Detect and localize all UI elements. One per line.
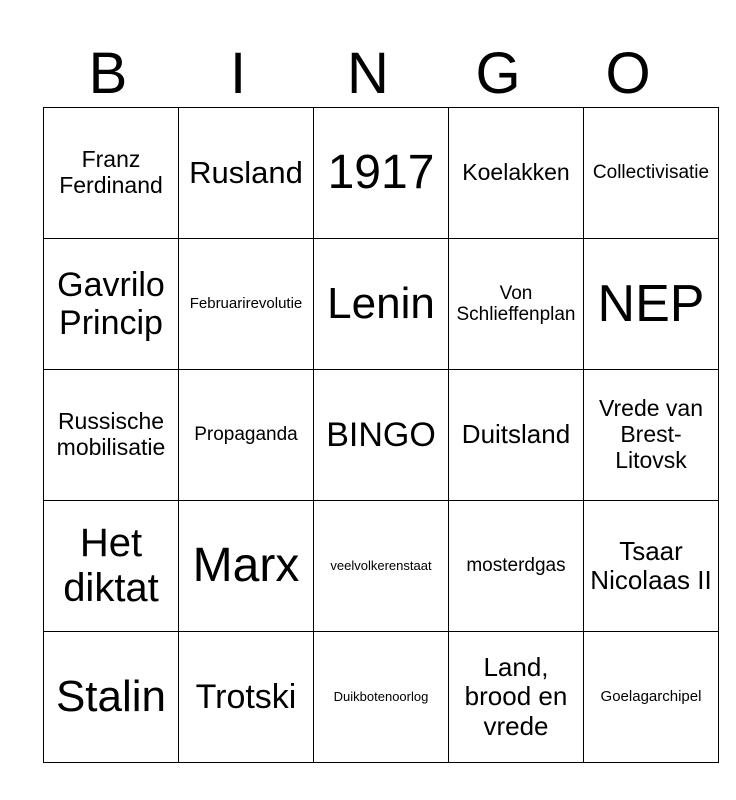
bingo-cell[interactable]: Land, brood en vrede <box>449 632 584 763</box>
bingo-cell[interactable]: Rusland <box>179 108 314 239</box>
bingo-cell[interactable]: Het diktat <box>44 501 179 632</box>
bingo-board <box>43 107 719 763</box>
header-letter-g: G <box>475 41 521 106</box>
bingo-cell[interactable]: Propaganda <box>179 370 314 501</box>
board-row <box>44 239 719 370</box>
header-letter-o: O <box>605 41 651 106</box>
bingo-cell[interactable]: 1917 <box>314 108 449 239</box>
bingo-cell[interactable]: Von Schlieffenplan <box>449 239 584 370</box>
bingo-header <box>43 40 693 108</box>
bingo-cell[interactable]: Duikbotenoorlog <box>314 632 449 763</box>
bingo-cell[interactable]: Collectivisatie <box>584 108 719 239</box>
bingo-cell[interactable]: Franz Ferdinand <box>44 108 179 239</box>
board-row <box>44 108 719 239</box>
free-space-cell[interactable]: BINGO <box>314 370 449 501</box>
board-row <box>44 632 719 763</box>
header-letter-b: B <box>88 41 128 106</box>
bingo-cell[interactable]: mosterdgas <box>449 501 584 632</box>
bingo-cell[interactable]: veelvolkerenstaat <box>314 501 449 632</box>
board-row <box>44 370 719 501</box>
bingo-cell[interactable]: Marx <box>179 501 314 632</box>
bingo-cell[interactable]: Vrede van Brest-Litovsk <box>584 370 719 501</box>
bingo-cell[interactable]: Koelakken <box>449 108 584 239</box>
bingo-cell[interactable]: Gavrilo Princip <box>44 239 179 370</box>
bingo-cell[interactable]: Lenin <box>314 239 449 370</box>
bingo-cell[interactable]: Goelagarchipel <box>584 632 719 763</box>
header-letter-i: I <box>229 41 247 106</box>
bingo-cell[interactable]: Februarirevolutie <box>179 239 314 370</box>
bingo-cell[interactable]: NEP <box>584 239 719 370</box>
bingo-cell[interactable]: Russische mobilisatie <box>44 370 179 501</box>
bingo-cell[interactable]: Stalin <box>44 632 179 763</box>
bingo-cell[interactable]: Duitsland <box>449 370 584 501</box>
board-row <box>44 501 719 632</box>
bingo-cell[interactable]: Tsaar Nicolaas II <box>584 501 719 632</box>
header-letter-n: N <box>347 41 389 106</box>
bingo-cell[interactable]: Trotski <box>179 632 314 763</box>
